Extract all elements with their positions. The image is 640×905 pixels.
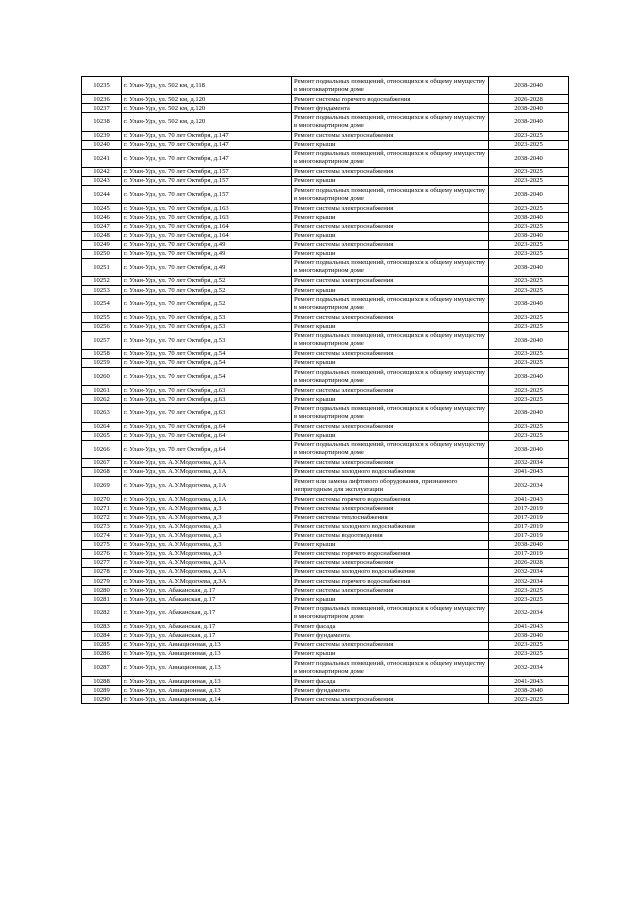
row-id: 10287 [82,659,122,677]
table-row [82,240,569,249]
row-id: 10243 [82,177,122,186]
row-period: 2023-2025 [489,277,569,286]
row-period: 2041-2043 [489,622,569,631]
row-work-type: Ремонт системы электроснабжения [292,131,489,140]
row-id: 10278 [82,568,122,577]
row-address: г. Улан-Удэ, ул. 70 лет Октября, д.54 [122,368,292,386]
row-work-type: Ремонт фасада [292,677,489,686]
row-work-type: Ремонт подвальных помещений, относящихся к общему имуществу в многоквартирном доме [292,77,489,95]
row-period: 2038-2040 [489,104,569,113]
row-id: 10277 [82,558,122,567]
table-row [82,167,569,176]
row-address: г. Улан-Удэ, ул. А.У.Модогоева, д.3 [122,531,292,540]
row-address: г. Улан-Удэ, ул. 502 км, д.118 [122,77,292,95]
table-row [82,386,569,395]
row-id: 10249 [82,240,122,249]
row-work-type: Ремонт подвальных помещений, относящихся к общему имуществу в многоквартирном доме [292,659,489,677]
row-work-type: Ремонт системы горячего водоснабжения [292,495,489,504]
row-address: г. Улан-Удэ, ул. 70 лет Октября, д.147 [122,149,292,167]
row-id: 10272 [82,513,122,522]
row-work-type: Ремонт системы электроснабжения [292,204,489,213]
row-address: г. Улан-Удэ, ул. А.У.Модогоева, д.3 [122,513,292,522]
row-address: г. Улан-Удэ, ул. А.У.Модогоева, д.3 [122,522,292,531]
row-work-type: Ремонт крыши [292,540,489,549]
row-period: 2017-2019 [489,549,569,558]
table-row [82,95,569,104]
table-row [82,358,569,367]
row-id: 10273 [82,522,122,531]
row-address: г. Улан-Удэ, ул. 70 лет Октября, д.53 [122,313,292,322]
table-row [82,622,569,631]
row-id: 10284 [82,631,122,640]
row-work-type: Ремонт системы электроснабжения [292,458,489,467]
row-id: 10269 [82,477,122,495]
row-period: 2023-2025 [489,140,569,149]
row-work-type: Ремонт подвальных помещений, относящихся к общему имуществу в многоквартирном доме [292,295,489,313]
table-row [82,568,569,577]
row-id: 10244 [82,186,122,204]
row-work-type: Ремонт системы электроснабжения [292,558,489,567]
row-id: 10270 [82,495,122,504]
row-id: 10263 [82,404,122,422]
row-work-type: Ремонт крыши [292,395,489,404]
row-address: г. Улан-Удэ, ул. А.У.Модогоева, д.1А [122,495,292,504]
row-period: 2023-2025 [489,249,569,258]
table-row [82,522,569,531]
row-id: 10288 [82,677,122,686]
row-address: г. Улан-Удэ, ул. 70 лет Октября, д.53 [122,331,292,349]
table-row [82,177,569,186]
row-period: 2023-2025 [489,286,569,295]
row-address: г. Улан-Удэ, ул. 502 км, д.120 [122,95,292,104]
row-address: г. Улан-Удэ, ул. 70 лет Октября, д.52 [122,277,292,286]
row-id: 10238 [82,113,122,131]
row-period: 2023-2025 [489,422,569,431]
row-period: 2038-2040 [489,686,569,695]
row-period: 2023-2025 [489,131,569,140]
row-period: 2032-2034 [489,604,569,622]
row-period: 2041-2043 [489,468,569,477]
row-work-type: Ремонт системы электроснабжения [292,422,489,431]
row-work-type: Ремонт системы горячего водоснабжения [292,549,489,558]
row-address: г. Улан-Удэ, ул. 70 лет Октября, д.63 [122,386,292,395]
row-work-type: Ремонт или замена лифтового оборудования, признанного непригодным для эксплуатации [292,477,489,495]
row-address: г. Улан-Удэ, ул. А.У.Модогоева, д.1А [122,477,292,495]
row-address: г. Улан-Удэ, ул. 70 лет Октября, д.157 [122,186,292,204]
row-id: 10282 [82,604,122,622]
row-period: 2032-2034 [489,659,569,677]
row-period: 2023-2025 [489,177,569,186]
row-work-type: Ремонт подвальных помещений, относящихся к общему имуществу в многоквартирном доме [292,258,489,276]
row-period: 2017-2019 [489,531,569,540]
row-work-type: Ремонт крыши [292,140,489,149]
row-id: 10275 [82,540,122,549]
row-work-type: Ремонт подвальных помещений, относящихся к общему имуществу в многоквартирном доме [292,113,489,131]
row-id: 10259 [82,358,122,367]
row-work-type: Ремонт крыши [292,431,489,440]
row-address: г. Улан-Удэ, ул. 70 лет Октября, д.49 [122,249,292,258]
row-id: 10241 [82,149,122,167]
row-period: 2026-2028 [489,95,569,104]
row-work-type: Ремонт системы электроснабжения [292,640,489,649]
row-id: 10264 [82,422,122,431]
row-period: 2023-2025 [489,222,569,231]
row-address: г. Улан-Удэ, ул. 70 лет Октября, д.52 [122,295,292,313]
row-work-type: Ремонт крыши [292,595,489,604]
row-address: г. Улан-Удэ, ул. 70 лет Октября, д.63 [122,404,292,422]
row-work-type: Ремонт системы электроснабжения [292,240,489,249]
table-row [82,295,569,313]
row-period: 2032-2034 [489,577,569,586]
table-row [82,695,569,704]
row-id: 10240 [82,140,122,149]
row-id: 10254 [82,295,122,313]
row-address: г. Улан-Удэ, ул. А.У.Модогоева, д.3 [122,549,292,558]
row-address: г. Улан-Удэ, ул. 70 лет Октября, д.163 [122,204,292,213]
table-row [82,640,569,649]
row-address: г. Улан-Удэ, ул. Абаканская, д.17 [122,595,292,604]
table-row [82,204,569,213]
row-period: 2038-2040 [489,213,569,222]
row-id: 10256 [82,322,122,331]
row-period: 2032-2034 [489,458,569,467]
row-work-type: Ремонт фундамента [292,631,489,640]
row-address: г. Улан-Удэ, ул. 70 лет Октября, д.163 [122,213,292,222]
row-period: 2023-2025 [489,595,569,604]
row-period: 2038-2040 [489,404,569,422]
row-id: 10246 [82,213,122,222]
row-id: 10236 [82,95,122,104]
table-row [82,458,569,467]
row-id: 10274 [82,531,122,540]
row-period: 2038-2040 [489,149,569,167]
row-id: 10283 [82,622,122,631]
row-period: 2023-2025 [489,431,569,440]
table-row [82,431,569,440]
row-address: г. Улан-Удэ, ул. 70 лет Октября, д.64 [122,422,292,431]
row-period: 2023-2025 [489,240,569,249]
table-row [82,286,569,295]
row-period: 2023-2025 [489,640,569,649]
row-address: г. Улан-Удэ, ул. 70 лет Октября, д.164 [122,222,292,231]
row-work-type: Ремонт крыши [292,231,489,240]
row-id: 10276 [82,549,122,558]
row-address: г. Улан-Удэ, ул. 70 лет Октября, д.147 [122,140,292,149]
row-id: 10271 [82,504,122,513]
row-address: г. Улан-Удэ, ул. Абаканская, д.17 [122,586,292,595]
row-address: г. Улан-Удэ, ул. А.У.Модогоева, д.3А [122,577,292,586]
row-address: г. Улан-Удэ, ул. 70 лет Октября, д.49 [122,240,292,249]
table-row [82,231,569,240]
table-row [82,558,569,567]
row-id: 10290 [82,695,122,704]
table-row [82,186,569,204]
row-period: 2023-2025 [489,167,569,176]
row-period: 2017-2019 [489,513,569,522]
row-work-type: Ремонт подвальных помещений, относящихся к общему имуществу в многоквартирном доме [292,440,489,458]
row-id: 10252 [82,277,122,286]
row-work-type: Ремонт системы электроснабжения [292,222,489,231]
row-work-type: Ремонт крыши [292,322,489,331]
row-period: 2017-2019 [489,522,569,531]
row-period: 2023-2025 [489,695,569,704]
row-address: г. Улан-Удэ, ул. 502 км, д.120 [122,113,292,131]
table-row [82,577,569,586]
row-id: 10265 [82,431,122,440]
row-id: 10279 [82,577,122,586]
row-work-type: Ремонт крыши [292,177,489,186]
row-period: 2038-2040 [489,258,569,276]
row-work-type: Ремонт системы электроснабжения [292,504,489,513]
row-address: г. Улан-Удэ, ул. Авиационная, д.13 [122,659,292,677]
table-row [82,113,569,131]
row-period: 2038-2040 [489,631,569,640]
row-period: 2038-2040 [489,77,569,95]
table-row [82,349,569,358]
table-row [82,322,569,331]
row-period: 2038-2040 [489,368,569,386]
table-row [82,331,569,349]
row-id: 10247 [82,222,122,231]
row-address: г. Улан-Удэ, ул. 70 лет Октября, д.49 [122,258,292,276]
table-row [82,131,569,140]
table-row [82,422,569,431]
row-address: г. Улан-Удэ, ул. Абаканская, д.17 [122,631,292,640]
row-work-type: Ремонт системы электроснабжения [292,167,489,176]
row-period: 2023-2025 [489,313,569,322]
row-address: г. Улан-Удэ, ул. 70 лет Октября, д.54 [122,349,292,358]
table-row [82,440,569,458]
row-work-type: Ремонт крыши [292,249,489,258]
row-address: г. Улан-Удэ, ул. 502 км, д.120 [122,104,292,113]
row-work-type: Ремонт системы электроснабжения [292,277,489,286]
row-period: 2038-2040 [489,186,569,204]
row-id: 10237 [82,104,122,113]
row-address: г. Улан-Удэ, ул. Авиационная, д.13 [122,677,292,686]
row-id: 10289 [82,686,122,695]
table-row [82,277,569,286]
row-work-type: Ремонт системы горячего водоснабжения [292,95,489,104]
row-address: г. Улан-Удэ, ул. А.У.Модогоева, д.3А [122,558,292,567]
row-id: 10286 [82,649,122,658]
table-row [82,513,569,522]
row-id: 10257 [82,331,122,349]
row-address: г. Улан-Удэ, ул. Авиационная, д.14 [122,695,292,704]
row-work-type: Ремонт подвальных помещений, относящихся к общему имуществу в многоквартирном доме [292,331,489,349]
row-work-type: Ремонт системы холодного водоснабжения [292,568,489,577]
row-address: г. Улан-Удэ, ул. А.У.Модогоева, д.3 [122,540,292,549]
row-work-type: Ремонт системы электроснабжения [292,386,489,395]
row-period: 2038-2040 [489,295,569,313]
row-work-type: Ремонт подвальных помещений, относящихся к общему имуществу в многоквартирном доме [292,186,489,204]
table-row [82,549,569,558]
row-work-type: Ремонт системы холодного водоснабжения [292,468,489,477]
row-period: 2038-2040 [489,540,569,549]
table-row [82,77,569,95]
row-id: 10250 [82,249,122,258]
row-id: 10266 [82,440,122,458]
table-row [82,140,569,149]
row-period: 2038-2040 [489,113,569,131]
row-address: г. Улан-Удэ, ул. Авиационная, д.13 [122,686,292,695]
row-period: 2023-2025 [489,358,569,367]
table-row [82,368,569,386]
table-row [82,222,569,231]
table-row [82,104,569,113]
table-row [82,595,569,604]
row-address: г. Улан-Удэ, ул. 70 лет Октября, д.157 [122,177,292,186]
row-period: 2023-2025 [489,204,569,213]
row-work-type: Ремонт системы электроснабжения [292,313,489,322]
row-period: 2023-2025 [489,349,569,358]
row-id: 10260 [82,368,122,386]
row-work-type: Ремонт фундамента [292,104,489,113]
row-address: г. Улан-Удэ, ул. Авиационная, д.13 [122,640,292,649]
table-row [82,468,569,477]
row-period: 2023-2025 [489,395,569,404]
row-work-type: Ремонт системы горячего водоснабжения [292,577,489,586]
row-address: г. Улан-Удэ, ул. 70 лет Октября, д.52 [122,286,292,295]
table-row [82,149,569,167]
row-work-type: Ремонт системы электроснабжения [292,349,489,358]
row-period: 2032-2034 [489,568,569,577]
row-period: 2017-2019 [489,504,569,513]
row-id: 10255 [82,313,122,322]
table-row [82,531,569,540]
row-period: 2032-2034 [489,477,569,495]
row-id: 10235 [82,77,122,95]
row-period: 2026-2028 [489,558,569,567]
table-row [82,213,569,222]
row-work-type: Ремонт подвальных помещений, относящихся к общему имуществу в многоквартирном доме [292,149,489,167]
row-id: 10242 [82,167,122,176]
table-row [82,677,569,686]
row-address: г. Улан-Удэ, ул. 70 лет Октября, д.54 [122,358,292,367]
row-period: 2038-2040 [489,231,569,240]
row-period: 2023-2025 [489,322,569,331]
row-work-type: Ремонт подвальных помещений, относящихся к общему имуществу в многоквартирном доме [292,604,489,622]
row-address: г. Улан-Удэ, ул. А.У.Модогоева, д.1А [122,468,292,477]
row-address: г. Улан-Удэ, ул. А.У.Модогоева, д.3А [122,568,292,577]
row-work-type: Ремонт фундамента [292,686,489,695]
table-row [82,649,569,658]
row-work-type: Ремонт системы холодного водоснабжения [292,522,489,531]
repair-schedule-body [82,77,569,704]
table-row [82,258,569,276]
row-period: 2041-2043 [489,495,569,504]
table-row [82,313,569,322]
row-address: г. Улан-Удэ, ул. 70 лет Октября, д.53 [122,322,292,331]
row-period: 2023-2025 [489,649,569,658]
table-row [82,395,569,404]
table-row [82,604,569,622]
row-id: 10251 [82,258,122,276]
row-address: г. Улан-Удэ, ул. 70 лет Октября, д.157 [122,167,292,176]
row-id: 10280 [82,586,122,595]
row-id: 10245 [82,204,122,213]
row-address: г. Улан-Удэ, ул. 70 лет Октября, д.64 [122,440,292,458]
row-id: 10248 [82,231,122,240]
row-address: г. Улан-Удэ, ул. 70 лет Октября, д.64 [122,431,292,440]
row-address: г. Улан-Удэ, ул. Абаканская, д.17 [122,604,292,622]
row-address: г. Улан-Удэ, ул. Авиационная, д.13 [122,649,292,658]
row-work-type: Ремонт крыши [292,358,489,367]
row-work-type: Ремонт фасада [292,622,489,631]
row-id: 10258 [82,349,122,358]
table-row [82,540,569,549]
row-address: г. Улан-Удэ, ул. Абаканская, д.17 [122,622,292,631]
table-row [82,504,569,513]
row-work-type: Ремонт крыши [292,649,489,658]
row-period: 2038-2040 [489,331,569,349]
row-id: 10261 [82,386,122,395]
row-id: 10285 [82,640,122,649]
table-row [82,249,569,258]
row-id: 10239 [82,131,122,140]
row-work-type: Ремонт подвальных помещений, относящихся к общему имуществу в многоквартирном доме [292,404,489,422]
row-work-type: Ремонт системы электроснабжения [292,586,489,595]
row-id: 10253 [82,286,122,295]
table-row [82,686,569,695]
row-address: г. Улан-Удэ, ул. А.У.Модогоева, д.3 [122,504,292,513]
row-address: г. Улан-Удэ, ул. А.У.Модогоева, д.1А [122,458,292,467]
table-row [82,404,569,422]
row-address: г. Улан-Удэ, ул. 70 лет Октября, д.147 [122,131,292,140]
row-work-type: Ремонт системы теплоснабжения [292,513,489,522]
row-period: 2023-2025 [489,586,569,595]
table-row [82,586,569,595]
row-period: 2038-2040 [489,440,569,458]
table-row [82,631,569,640]
row-id: 10281 [82,595,122,604]
row-work-type: Ремонт крыши [292,286,489,295]
row-work-type: Ремонт системы водоотведения [292,531,489,540]
table-row [82,477,569,495]
row-work-type: Ремонт подвальных помещений, относящихся к общему имуществу в многоквартирном доме [292,368,489,386]
row-id: 10268 [82,468,122,477]
repair-schedule-table [81,76,569,704]
row-period: 2023-2025 [489,386,569,395]
table-row [82,495,569,504]
row-address: г. Улан-Удэ, ул. 70 лет Октября, д.164 [122,231,292,240]
row-work-type: Ремонт крыши [292,213,489,222]
row-id: 10262 [82,395,122,404]
row-period: 2041-2043 [489,677,569,686]
row-address: г. Улан-Удэ, ул. 70 лет Октября, д.63 [122,395,292,404]
table-row [82,659,569,677]
row-work-type: Ремонт системы электроснабжения [292,695,489,704]
row-id: 10267 [82,458,122,467]
